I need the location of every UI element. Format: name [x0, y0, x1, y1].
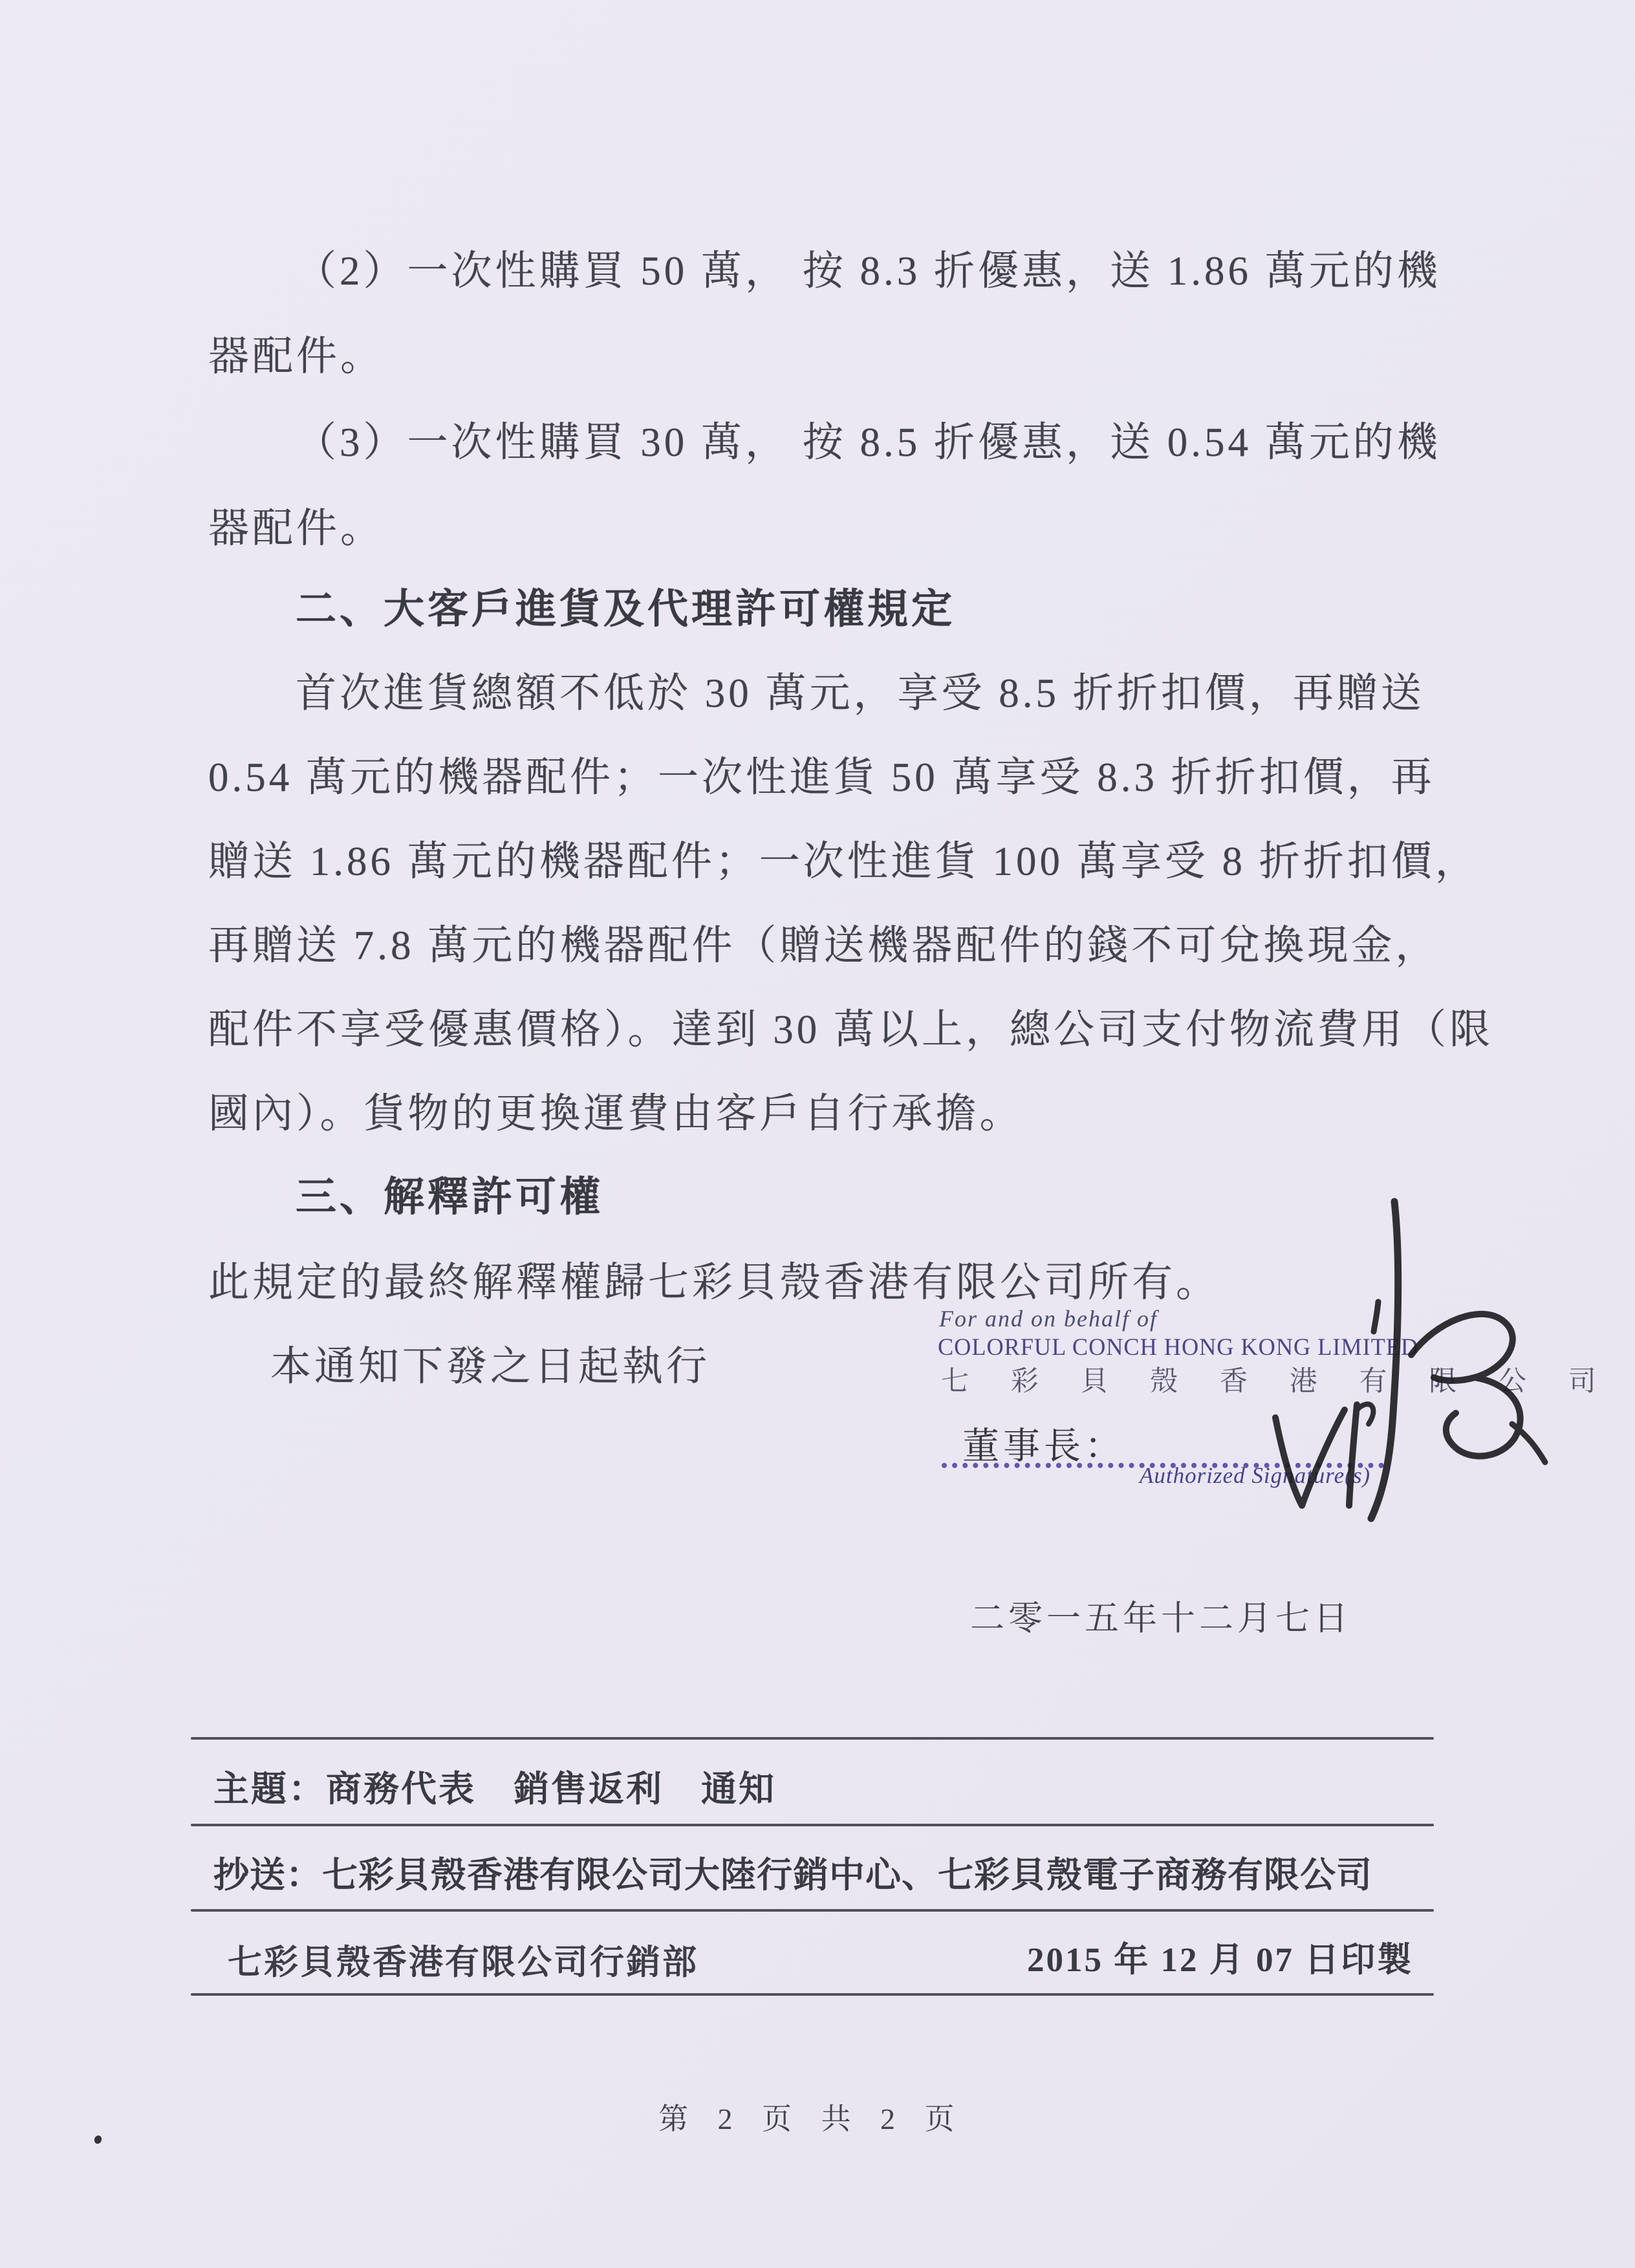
signature-ink — [1203, 1183, 1565, 1546]
divider-line-2 — [191, 1824, 1434, 1826]
paragraph-line: 器配件。 — [208, 334, 384, 379]
divider-line-3 — [191, 1909, 1434, 1912]
chairman-label: 董事長： — [962, 1426, 1125, 1467]
footer-cc: 抄送：七彩貝殼香港有限公司大陸行銷中心、七彩貝殼電子商務有限公司 — [213, 1855, 1373, 1895]
paragraph-line: 器配件。 — [208, 506, 384, 551]
paragraph-line: 首次進貨總額不低於 30 萬元，享受 8.5 折折扣價，再贈送 — [296, 671, 1425, 716]
paragraph-line-item3: （3）一次性購買 30 萬， 按 8.5 折優惠，送 0.54 萬元的機 — [296, 420, 1441, 465]
stamp-for-and-on-behalf: For and on behalf of — [939, 1306, 1158, 1332]
paragraph-line: 0.54 萬元的機器配件；一次性進貨 50 萬享受 8.3 折折扣價，再 — [208, 755, 1435, 800]
page-number: 第 2 页 共 2 页 — [658, 2102, 966, 2135]
footer-print-date: 2015 年 12 月 07 日印製 — [1027, 1941, 1414, 1979]
paragraph-line: 贈送 1.86 萬元的機器配件；一次性進貨 100 萬享受 8 折折扣價， — [208, 839, 1479, 884]
divider-line-4 — [191, 1993, 1434, 1996]
paragraph-line: 國內）。貨物的更換運費由客戶自行承擔。 — [208, 1091, 1024, 1136]
section-heading-3: 三、解釋許可權 — [296, 1174, 603, 1220]
authorized-signature-label: Authorized Signature(s) — [1140, 1463, 1371, 1488]
divider-line-1 — [191, 1737, 1434, 1740]
ink-speck — [93, 2135, 103, 2145]
footer-subject: 主題：商務代表 銷售返利 通知 — [213, 1769, 777, 1809]
paragraph-line: 配件不享受優惠價格）。達到 30 萬以上，總公司支付物流費用（限 — [208, 1007, 1493, 1052]
section-heading-2: 二、大客戶進貨及代理許可權規定 — [296, 587, 955, 632]
paragraph-line: 再贈送 7.8 萬元的機器配件（贈送機器配件的錢不可兌換現金， — [208, 923, 1440, 968]
paragraph-line-effective: 本通知下發之日起執行 — [270, 1344, 710, 1389]
stamp-company-name-zh: 七 彩 貝 殼 香 港 有 限 公 司 — [941, 1366, 1614, 1397]
paragraph-line-item2: （2）一次性購買 50 萬， 按 8.3 折優惠，送 1.86 萬元的機 — [296, 248, 1441, 294]
stamp-company-name-en: COLORFUL CONCH HONG KONG LIMITED — [938, 1334, 1419, 1361]
document-date: 二零一五年十二月七日 — [970, 1600, 1352, 1637]
footer-issuer: 七彩貝殼香港有限公司行銷部 — [228, 1944, 698, 1982]
paragraph-line: 此規定的最終解釋權歸七彩貝殼香港有限公司所有。 — [208, 1260, 1220, 1305]
